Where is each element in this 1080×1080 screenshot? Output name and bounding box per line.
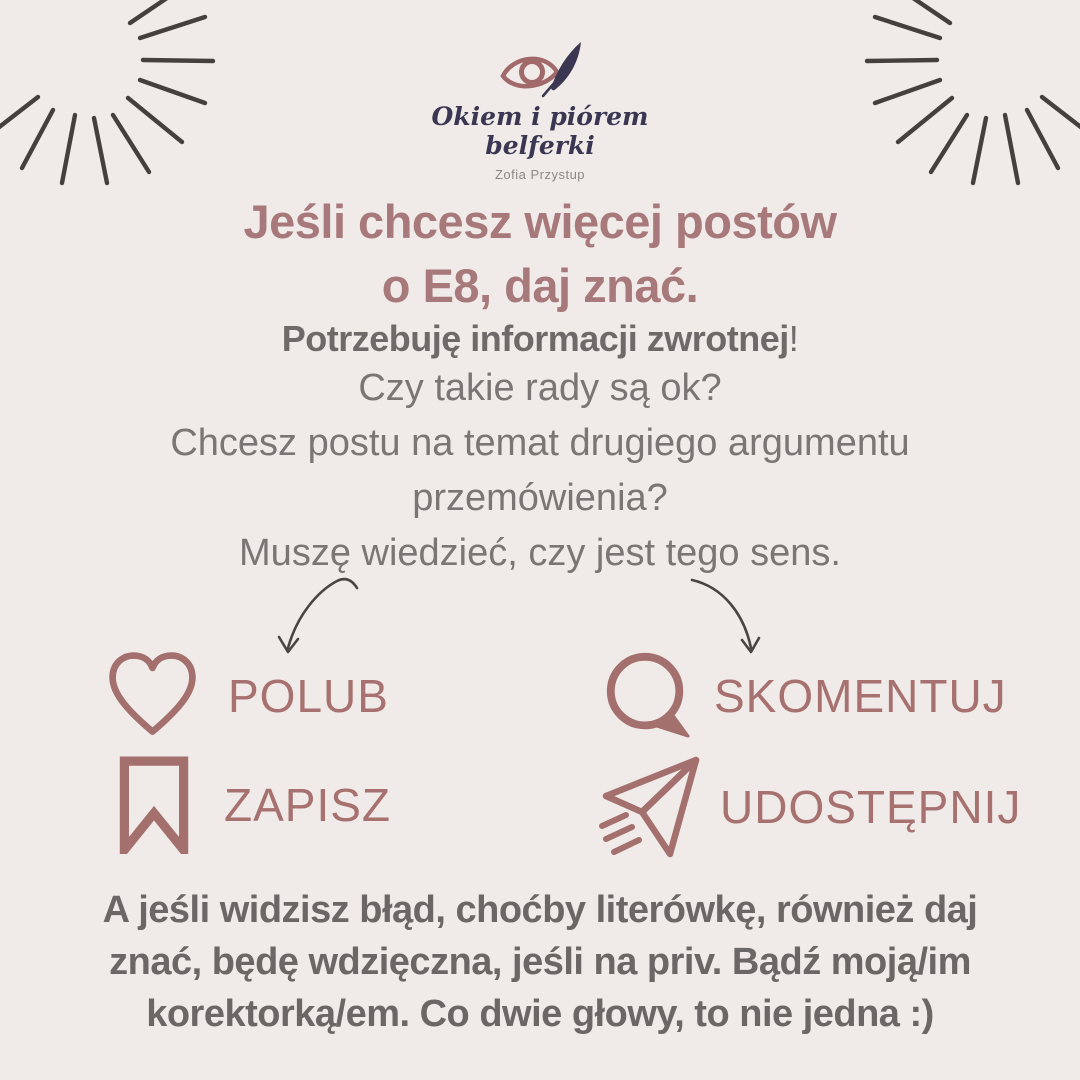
feedback-request-suffix: ! — [788, 318, 799, 359]
cta-save-label: ZAPISZ — [224, 779, 392, 831]
footer-line2: znać, będę wdzięczna, jeśli na priv. Bądź moją/im — [109, 941, 971, 983]
share-icon — [596, 754, 704, 860]
bookmark-icon — [118, 756, 190, 854]
cta-share-label: UDOSTĘPNIJ — [720, 781, 1022, 833]
feedback-question-2: Chcesz postu na temat drugiego argumentu — [170, 422, 910, 464]
brand-name-line1: Okiem i piórem — [431, 102, 649, 131]
heart-icon — [105, 648, 200, 743]
brand-logo — [0, 38, 1080, 182]
feedback-question-1: Czy takie rady są ok? — [358, 367, 722, 409]
brand-author: Zofia Przystup — [494, 167, 586, 182]
footer-note — [0, 884, 1080, 1040]
feedback-request-bold: Potrzebuję informacji zwrotnej — [281, 318, 789, 359]
footer-line1: A jeśli widzisz błąd, choćby literówkę, również daj — [102, 889, 978, 931]
feedback-question-4: Muszę wiedzieć, czy jest tego sens. — [239, 532, 841, 574]
cta-save[interactable] — [118, 756, 391, 854]
cta-share[interactable] — [596, 754, 1021, 860]
cta-like[interactable] — [105, 648, 389, 743]
headline-line2: o E8, daj znać. — [381, 259, 699, 312]
headline-line1: Jeśli chcesz więcej postów — [243, 195, 837, 248]
eye-with-quill-icon — [465, 38, 615, 100]
curved-arrow-left-icon — [279, 579, 357, 652]
feedback-request-line — [0, 317, 1080, 361]
cta-comment[interactable] — [600, 650, 1007, 742]
cta-like-label: POLUB — [228, 669, 389, 722]
footer-line3: korektorką/em. Co dwie głowy, to nie jedna :) — [146, 993, 934, 1035]
feedback-question-3: przemówienia? — [412, 477, 668, 519]
feedback-questions — [0, 361, 1080, 581]
brand-name-line2: belferki — [485, 131, 595, 160]
headline — [0, 190, 1080, 318]
cta-comment-label: SKOMENTUJ — [714, 670, 1007, 722]
curved-arrow-right-icon — [692, 580, 759, 652]
comment-icon — [600, 650, 694, 742]
